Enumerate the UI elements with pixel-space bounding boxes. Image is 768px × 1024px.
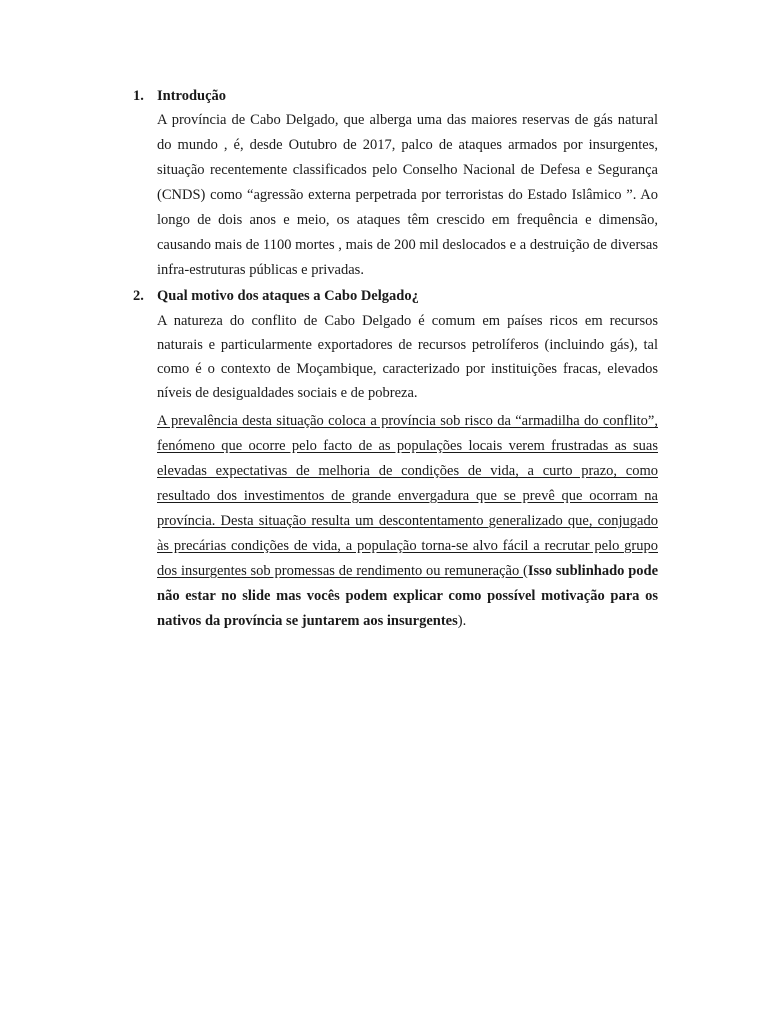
- underlined-text: A prevalência desta situação coloca a província sob risco da “armadilha do conflito”, fenómeno que ocorre pelo facto de as populações locais verem frustradas as suas elevadas expectativas de melhoria de condições de vida, a curto prazo, como resultado dos investimentos de grande envergadura que se prevê que ocorram na província. Desta situação resulta um descontentamento generalizado que, conjugado às precárias condições de vida, a população torna-se alvo fácil a recrutar pelo grupo dos insurgentes sob promessas de rendimento ou remuneração: [157, 413, 658, 579]
- intro-paragraph: A província de Cabo Delgado, que alberga uma das maiores reservas de gás natural do mundo , é, desde Outubro de 2017, palco de ataques armados por insurgentes, situação recentemente classificados pelo Conselho Nacional de Defesa e Segurança (CNDS) como “agressão externa perpetrada por terroristas do Estado Islâmico ”. Ao longo de dois anos e meio, os ataques têm crescido em frequência e dimensão, causando mais de 1100 mortes , mais de 200 mil deslocados e a destruição de diversas infra-estruturas públicas e privadas.: [157, 112, 658, 278]
- section-heading-motivo: [133, 286, 673, 306]
- section-title: Qual motivo dos ataques a Cabo Delgado¿: [157, 288, 419, 304]
- bold-note: Isso sublinhado pode não estar no slide mas vocês podem explicar como possível motivação para os nativos da província se juntarem aos insurgentes: [157, 563, 659, 629]
- note-close: ).: [457, 613, 467, 629]
- section-title: Introdução: [157, 88, 227, 104]
- section-number: 2.: [133, 288, 144, 304]
- conflict-trap-paragraph: [157, 409, 658, 634]
- note-open: (: [523, 563, 528, 579]
- section-heading-introducao: [133, 86, 673, 106]
- section-number: 1.: [133, 88, 144, 104]
- conflict-nature-paragraph: A natureza do conflito de Cabo Delgado é comum em países ricos em recursos naturais e particularmente exportadores de recursos petrolíferos (incluindo gás), tal como é o contexto de Moçambique, caracterizado por instituições fracas, elevados níveis de desigualdades sociais e de pobreza.: [157, 313, 658, 401]
